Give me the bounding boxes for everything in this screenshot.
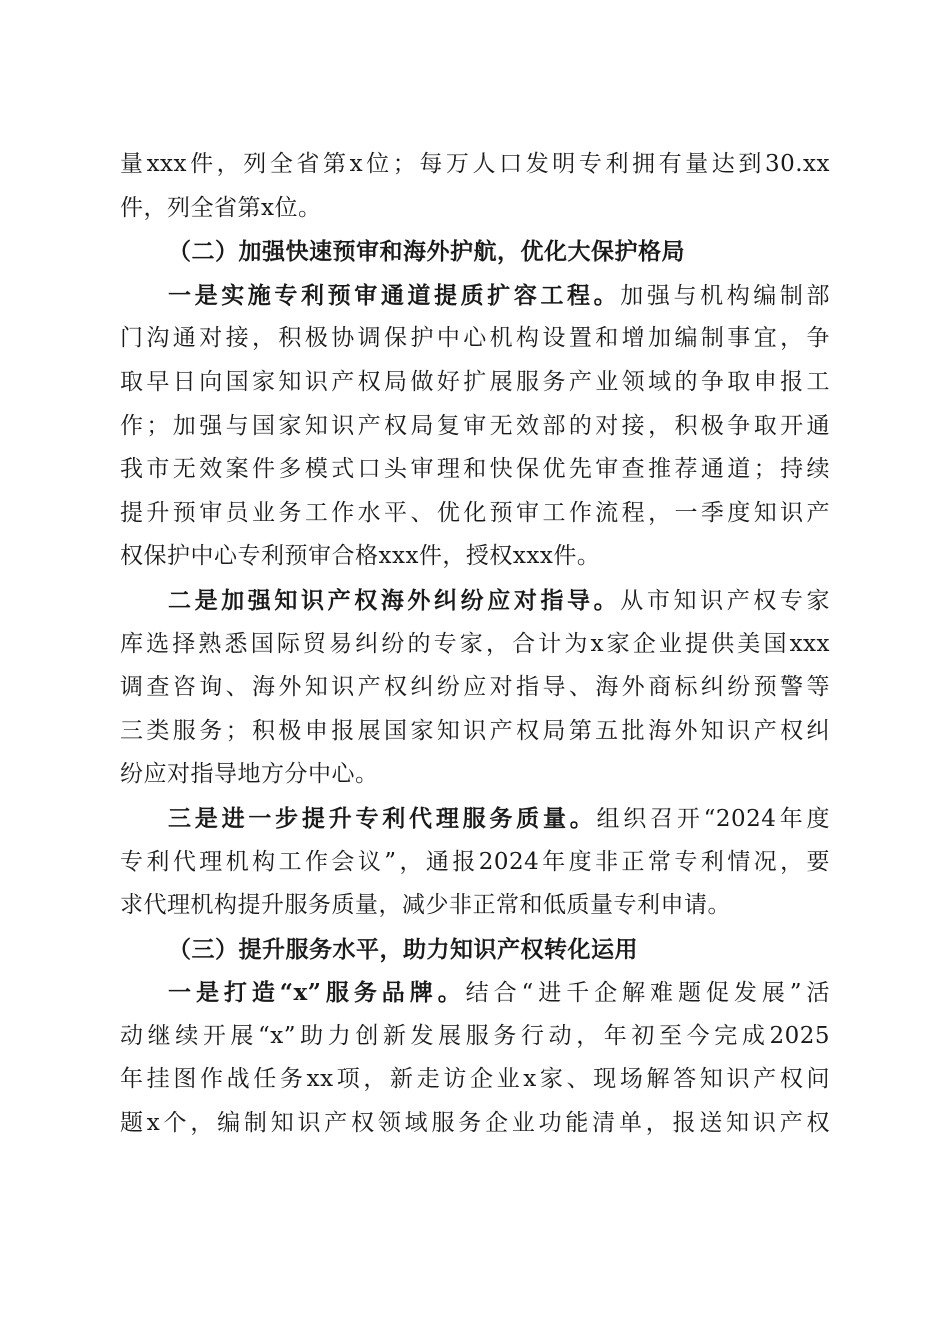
paragraph-patent-agency [120, 797, 830, 928]
text-line: 专利代理机构工作会议”，通报2024年度非正常专利情况，要 [120, 848, 830, 875]
text-line: 纷应对指导地方分中心。 [120, 761, 379, 788]
text-line-first [120, 971, 830, 1015]
text-line: 库选择熟悉国际贸易纠纷的专家，合计为x家企业提供美国xxx [120, 630, 830, 657]
text-line-first [120, 274, 830, 318]
text-line: 调查咨询、海外知识产权纠纷应对指导、海外商标纠纷预警等 [120, 674, 830, 701]
section-heading-3: （三）提升服务水平，助力知识产权转化运用 [168, 935, 638, 963]
text-line: 我市无效案件多模式口头审理和快保优先审查推荐通道；持续 [120, 456, 830, 483]
paragraph-lead-rest: 结合“进千企解难题促发展”活 [465, 980, 830, 1007]
section-heading-2: （二）加强快速预审和海外护航，优化大保护格局 [168, 238, 685, 266]
text-line: 三类服务；积极申报展国家知识产权局第五批海外知识产权纠 [120, 717, 830, 744]
text-line-first [120, 797, 830, 841]
text-line: 年挂图作战任务xx项，新走访企业x家、现场解答知识产权问 [120, 1066, 830, 1093]
paragraph-lead: 二是加强知识产权海外纠纷应对指导。 [168, 586, 621, 614]
paragraph-service-brand [120, 971, 830, 1145]
text-line: 门沟通对接，积极协调保护中心机构设置和增加编制事宜，争 [120, 325, 830, 352]
paragraph-overseas-disputes [120, 579, 830, 797]
paragraph-lead: 一是打造“x”服务品牌。 [168, 979, 466, 1007]
text-line: 求代理机构提升服务质量，减少非正常和低质量专利申请。 [120, 892, 731, 919]
text-line: 作；加强与国家知识产权局复审无效部的对接，积极争取开通 [120, 412, 830, 439]
paragraph-lead: 三是进一步提升专利代理服务质量。 [168, 804, 597, 832]
paragraph-pre-examination [120, 274, 830, 579]
text-line: 提升预审员业务工作水平、优化预审工作流程，一季度知识产 [120, 499, 830, 526]
text-line: 动继续开展“x”助力创新发展服务行动，年初至今完成2025 [120, 1022, 830, 1049]
text-line: 量xxx件，列全省第x位；每万人口发明专利拥有量达到30.xx [120, 151, 830, 177]
document-page [120, 143, 830, 1146]
text-line: 取早日向国家知识产权局做好扩展服务产业领域的争取申报工 [120, 368, 830, 395]
paragraph-lead-rest: 加强与机构编制部 [620, 282, 830, 309]
paragraph-lead: 一是实施专利预审通道提质扩容工程。 [168, 281, 621, 309]
text-line: 权保护中心专利预审合格xxx件，授权xxx件。 [120, 543, 601, 570]
paragraph-lead-rest: 组织召开“2024年度 [596, 805, 830, 832]
text-line: 题x个，编制知识产权领域服务企业功能清单，报送知识产权 [120, 1110, 830, 1137]
paragraph-lead-rest: 从市知识产权专家 [620, 587, 830, 614]
paragraph-patent-stats [120, 143, 830, 230]
text-line-first [120, 579, 830, 623]
text-line: 件，列全省第x位。 [120, 194, 322, 221]
